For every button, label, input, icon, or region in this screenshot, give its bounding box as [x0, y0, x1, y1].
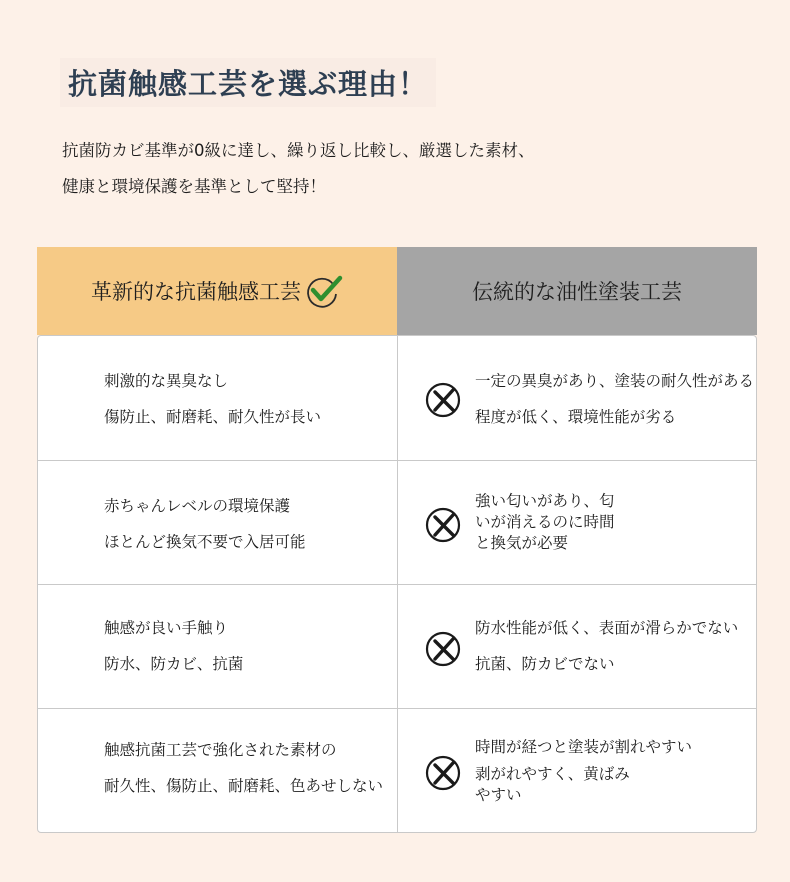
cell-line: 触感抗菌工芸で強化された素材の [104, 741, 337, 759]
cell-line: と換気が必要 [475, 534, 569, 552]
cell-line: 赤ちゃんレベルの環境保護 [104, 497, 291, 515]
cell-line: 抗菌、防カビでない [475, 655, 615, 673]
cell-line: 耐久性、傷防止、耐磨耗、色あせしない [104, 777, 384, 795]
row-divider [38, 460, 756, 461]
x-circle-icon [424, 381, 462, 419]
innovative-header-label: 革新的な抗菌触感工芸 [91, 280, 301, 304]
check-circle-icon [303, 272, 343, 310]
cell-line: 時間が経つと塗装が割れやすい [475, 738, 693, 756]
comparison-table [37, 247, 757, 833]
traditional-header-label: 伝統的な油性塗装工芸 [472, 280, 682, 304]
cell-line: ほとんど換気不要で入居可能 [104, 533, 306, 551]
cell-line: 傷防止、耐磨耗、耐久性が長い [104, 408, 322, 426]
row-divider [38, 584, 756, 585]
x-circle-icon [424, 754, 462, 792]
traditional-cell [475, 363, 754, 435]
intro-line: 抗菌防カビ基準が0級に達し、繰り返し比較し、厳選した素材、 [62, 141, 535, 160]
innovative-header [37, 247, 397, 335]
traditional-cell [475, 736, 692, 804]
cell-line: 強い匂いがあり、匂 [475, 492, 615, 510]
cell-line: 触感が良い手触り [104, 619, 229, 637]
cell-line: 程度が低く、環境性能が劣る [475, 408, 677, 426]
page-title: 抗菌触感工芸を選ぶ理由！ [60, 58, 436, 107]
x-circle-icon [424, 506, 462, 544]
traditional-header [397, 247, 757, 335]
cell-line: 剥がれやすく、黄ばみ [475, 765, 630, 783]
traditional-cell [475, 491, 615, 554]
row-divider [38, 708, 756, 709]
cell-line: やすい [475, 786, 522, 804]
innovative-cell [104, 488, 306, 560]
cell-line: 一定の異臭があり、塗装の耐久性がある [475, 372, 755, 390]
cell-line: 防水、防カビ、抗菌 [104, 655, 244, 673]
table-body [37, 335, 757, 833]
intro-text [58, 133, 535, 205]
cell-line: いが消えるのに時間 [475, 513, 615, 531]
cell-line: 防水性能が低く、表面が滑らかでない [475, 619, 739, 637]
traditional-cell [475, 610, 738, 682]
innovative-cell [104, 732, 383, 804]
x-circle-icon [424, 630, 462, 668]
intro-line: 健康と環境保護を基準として堅持！ [62, 177, 326, 196]
cell-line: 刺激的な異臭なし [104, 372, 229, 390]
innovative-cell [104, 363, 321, 435]
innovative-cell [104, 610, 243, 682]
